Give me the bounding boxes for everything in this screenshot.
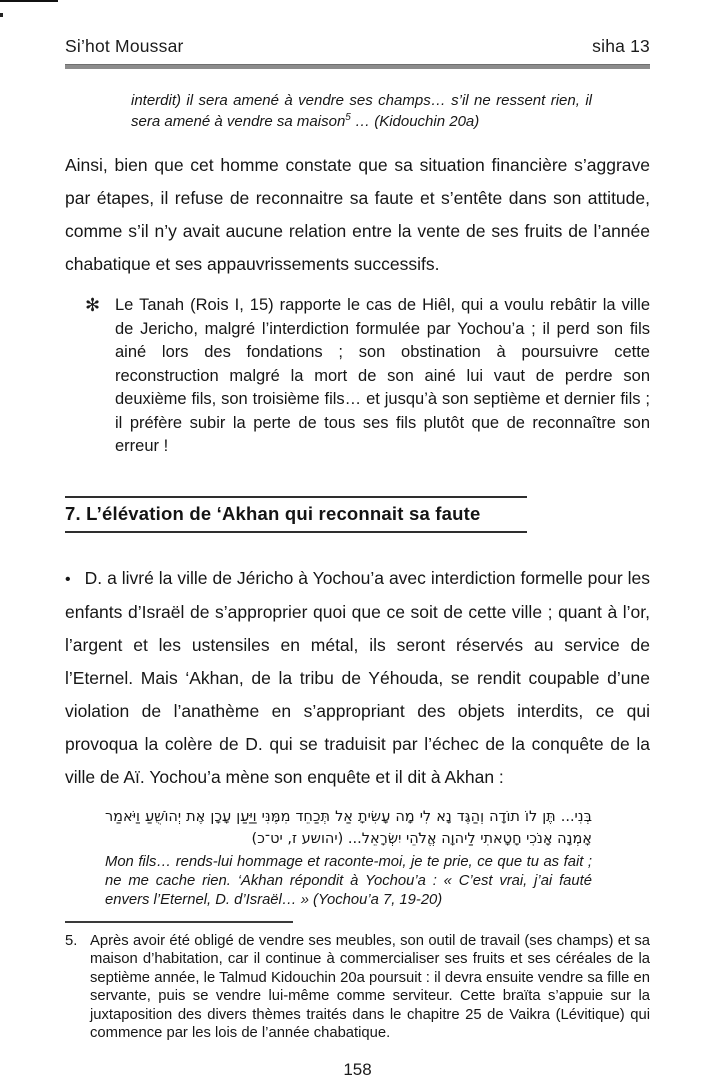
footnote [65, 932, 650, 1044]
verse-translation: Mon fils… rends-lui hommage et raconte-moi, je te prie, ce que tu as fait ; ne me cache rien. ‘Akhan répondit à Yochou’a : « C’est vrai, j’ai fauté envers l’Eternel, D. d’Israël… » (Yochou’a 7, 19-20) [105, 853, 592, 908]
header-rule [65, 64, 650, 69]
bullet-paragraph [65, 562, 650, 794]
body-paragraph: Ainsi, bien que cet homme constate que sa situation financière s’aggrave par étapes, il refuse de reconnaitre sa faute et s’entête dans son attitude, comme s’il n’y avait aucune relation entre la vente de ses fruits de l’année chabatique et ses appauvrissements successifs. [65, 155, 650, 274]
talmud-quote [131, 90, 592, 132]
footnote-number: 5. [65, 932, 78, 949]
scan-artifact-line [0, 0, 58, 2]
footnote-text: Après avoir été obligé de vendre ses meubles, son outil de travail (ses champs) et sa maison d’habitation, car il continue à commercialiser ses fruits et ses céréales de la septième année, le Talmud Kidouchin 20a poursuit : il devra ensuite vendre sa fille en servante, puis se vendre lui-même comme serviteur. Cette braïta s’appuie sur la juxtaposition des divers thèmes traités dans le chapitre 25 de Vaikra (Lévitique) qui commence par les lois de l’année chabatique. [90, 932, 650, 1042]
section-heading: 7. L’élévation de ‘Akhan qui reconnait sa faute [65, 496, 527, 533]
asterisk-icon: ✻ [85, 295, 101, 315]
footnote-separator [65, 921, 293, 923]
asterisk-note [65, 294, 650, 459]
hebrew-verse: בְּנִי... תֶּן לוֹ תוֹדָה וְהַגֶּד נָא לִי מָה עָשִׂיתָ אַל תְּכַחֵד מִמֶּנִּי וַיַּעַן עָכָן אֶת יְהוֹשֻׁעַ וַיֹּאמַר אָמְנָה אָנֹכִי חָטָאתִי לַיהוָה אֱלֹהֵי יִשְׂרָאֵל... (יהושע ז, יט־כ) [105, 808, 592, 847]
header-siha-number: siha 13 [592, 36, 650, 56]
running-header [65, 36, 650, 57]
talmud-quote-source: … (Kidouchin 20a) [350, 113, 480, 130]
page-number: 158 [343, 1060, 372, 1080]
footnote-ref-5[interactable]: 5 [345, 112, 351, 123]
scan-artifact-dot [0, 13, 3, 17]
header-title: Si’hot Moussar [65, 36, 184, 56]
bullet-icon: • [65, 570, 71, 588]
bullet-paragraph-text: D. a livré la ville de Jéricho à Yochou’a avec interdiction formelle pour les enfants d’Israël de s’approprier quoi que ce soit de cette ville ; quant à l’or, l’argent et les ustensiles en métal, ils seront réservés au service de l’Eternel. Mais ‘Akhan, de la tribu de Yéhouda, se rendit coupable d’une violation de l’anathème en s’appropriant des objets interdits, ce qui provoqua la colère de D. qui se traduisit par l’échec de la conquête de la ville de Aï. Yochou’a mène son enquête et il dit à Akhan : [65, 567, 650, 787]
talmud-quote-text: interdit) il sera amené à vendre ses champs… s’il ne ressent rien, il sera amené à vendre sa maison [131, 92, 592, 130]
asterisk-note-text: Le Tanah (Rois I, 15) rapporte le cas de Hiêl, qui a voulu rebâtir la ville de Jericho, malgré l’interdiction formulée par Yochou’a ; il perd son fils ainé lors des fondations ; son obstination à poursuivre cette reconstruction malgré la mort de son ainé lui vaut de perdre son deuxième fils, son troisième fils… et jusqu’à son septième et dernier fils ; il préfère subir la perte de tous ses fils plutôt que de reconnaître son erreur ! [115, 296, 650, 455]
